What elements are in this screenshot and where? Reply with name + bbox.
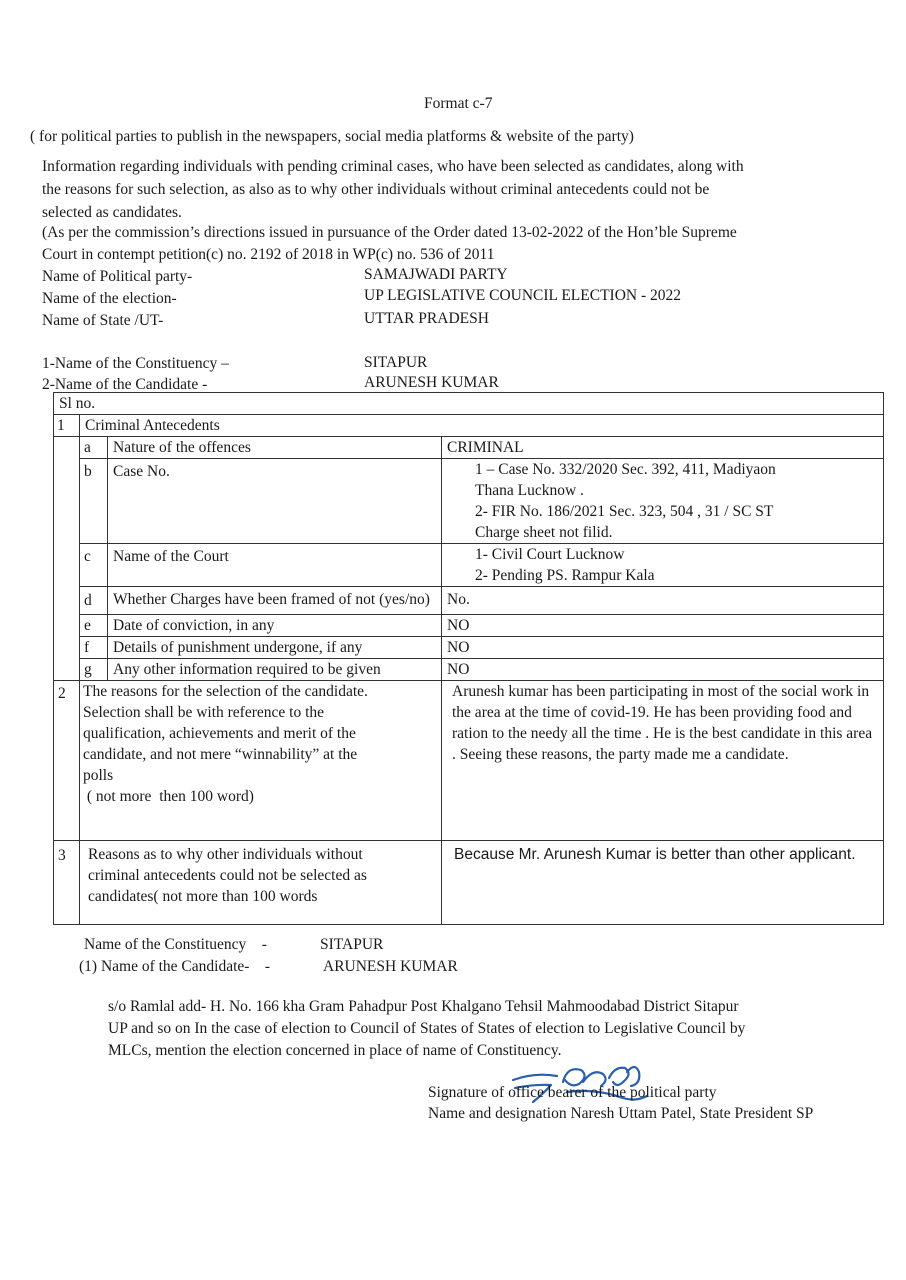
table-row (54, 681, 884, 841)
row-letter: f (80, 637, 108, 659)
label-line: qualification, achievements and merit of the (83, 725, 356, 742)
signature-label: Signature of office bearer of the political party (428, 1084, 717, 1101)
party-label: Name of Political party- (42, 268, 193, 285)
row-label: Any other information required to be given (108, 659, 442, 681)
empty-cell (54, 437, 80, 681)
other-reason-label (80, 841, 442, 925)
case-line-4: Charge sheet not filid. (475, 524, 613, 541)
row-letter: d (80, 587, 108, 615)
row-letter: b (80, 459, 108, 544)
election-value: UP LEGISLATIVE COUNCIL ELECTION - 2022 (364, 287, 681, 304)
selection-reason-value: Arunesh kumar has been participating in most of the social work in the area at the time of covid-19. He has been providing food and ration to the needy all the time . He is the best candidate in this area . Seeing these reasons, the party made me a candidate. (442, 681, 884, 841)
court-line-1: 1- Civil Court Lucknow (475, 546, 625, 563)
party-value: SAMAJWADI PARTY (364, 266, 508, 283)
table-row (54, 459, 884, 544)
address-line-2: UP and so on In the case of election to Council of States of States of election to Legislative Council by (108, 1020, 746, 1037)
row-value (442, 459, 884, 544)
footer-constituency-label: Name of the Constituency - (84, 936, 267, 953)
state-label: Name of State /UT- (42, 312, 164, 329)
table-row (54, 587, 884, 615)
name-designation: Name and designation Naresh Uttam Patel, State President SP (428, 1105, 814, 1122)
case-line-2: Thana Lucknow . (475, 482, 584, 499)
row-value: CRIMINAL (442, 437, 884, 459)
state-value: UTTAR PRADESH (364, 310, 489, 327)
label-line: criminal antecedents could not be selected as (88, 867, 367, 884)
label-line: ( not more then 100 word) (83, 788, 254, 805)
candidate-value: ARUNESH KUMAR (364, 374, 499, 391)
row-label: Whether Charges have been framed of not (yes/no) (108, 587, 442, 615)
constituency-value: SITAPUR (364, 354, 428, 371)
table-row (54, 841, 884, 925)
row-label: Details of punishment undergone, if any (108, 637, 442, 659)
sl-no-header: Sl no. (54, 393, 884, 415)
candidate-label: 2-Name of the Candidate - (42, 376, 208, 393)
label-line: candidate, and not mere “winnability” at the (83, 746, 358, 763)
address-line-1: s/o Ramlal add- H. No. 166 kha Gram Pahadpur Post Khalgano Tehsil Mahmoodabad District Sitapur (108, 998, 739, 1015)
other-reason-value: Because Mr. Arunesh Kumar is better than other applicant. (442, 841, 884, 925)
label-line: The reasons for the selection of the candidate. (83, 683, 368, 700)
format-title: Format c-7 (424, 95, 493, 112)
footer-constituency-value: SITAPUR (320, 936, 384, 953)
constituency-label: 1-Name of the Constituency – (42, 355, 229, 372)
row-value: NO (442, 615, 884, 637)
label-line: Selection shall be with reference to the (83, 704, 325, 721)
case-line-1: 1 – Case No. 332/2020 Sec. 392, 411, Madiyaon (475, 461, 776, 478)
table-row (54, 544, 884, 587)
table-row (54, 437, 884, 459)
row-letter: c (80, 544, 108, 587)
table-row (54, 615, 884, 637)
info-line-2: the reasons for such selection, as also as to why other individuals without criminal antecedents could not be (42, 181, 710, 198)
table-row (54, 415, 884, 437)
info-line-3: selected as candidates. (42, 204, 182, 221)
row-value (442, 544, 884, 587)
section-title: Criminal Antecedents (80, 415, 884, 437)
row-label: Date of conviction, in any (108, 615, 442, 637)
court-line-2: 2- Pending PS. Rampur Kala (475, 567, 655, 584)
table-row (54, 637, 884, 659)
row-value: NO (442, 637, 884, 659)
row-value: NO (442, 659, 884, 681)
selection-reason-label (80, 681, 442, 841)
footer-candidate-label: (1) Name of the Candidate- - (79, 958, 271, 975)
row-label: Case No. (108, 459, 442, 544)
row-number: 3 (54, 841, 80, 925)
address-line-3: MLCs, mention the election concerned in place of name of Constituency. (108, 1042, 562, 1059)
election-label: Name of the election- (42, 290, 177, 307)
row-letter: a (80, 437, 108, 459)
label-line: polls (83, 767, 114, 784)
row-value: No. (442, 587, 884, 615)
row-label: Nature of the offences (108, 437, 442, 459)
case-line-3: 2- FIR No. 186/2021 Sec. 323, 504 , 31 / SC ST (475, 503, 774, 520)
table-row (54, 393, 884, 415)
row-number: 2 (54, 681, 80, 841)
row-label: Name of the Court (108, 544, 442, 587)
criminal-antecedents-table (53, 392, 884, 925)
row-number: 1 (54, 415, 80, 437)
footer-candidate-value: ARUNESH KUMAR (323, 958, 458, 975)
label-line: Reasons as to why other individuals without (88, 846, 363, 863)
subtitle: ( for political parties to publish in the newspapers, social media platforms & website of the party) (30, 128, 634, 145)
table-row (54, 659, 884, 681)
directions-line-1: (As per the commission’s directions issued in pursuance of the Order dated 13-02-2022 of the Hon’ble Supreme (42, 224, 737, 241)
info-line-1: Information regarding individuals with pending criminal cases, who have been selected as candidates, along with (42, 158, 744, 175)
directions-line-2: Court in contempt petition(c) no. 2192 of 2018 in WP(c) no. 536 of 2011 (42, 246, 495, 263)
row-letter: e (80, 615, 108, 637)
row-letter: g (80, 659, 108, 681)
label-line: candidates( not more than 100 words (88, 888, 318, 905)
